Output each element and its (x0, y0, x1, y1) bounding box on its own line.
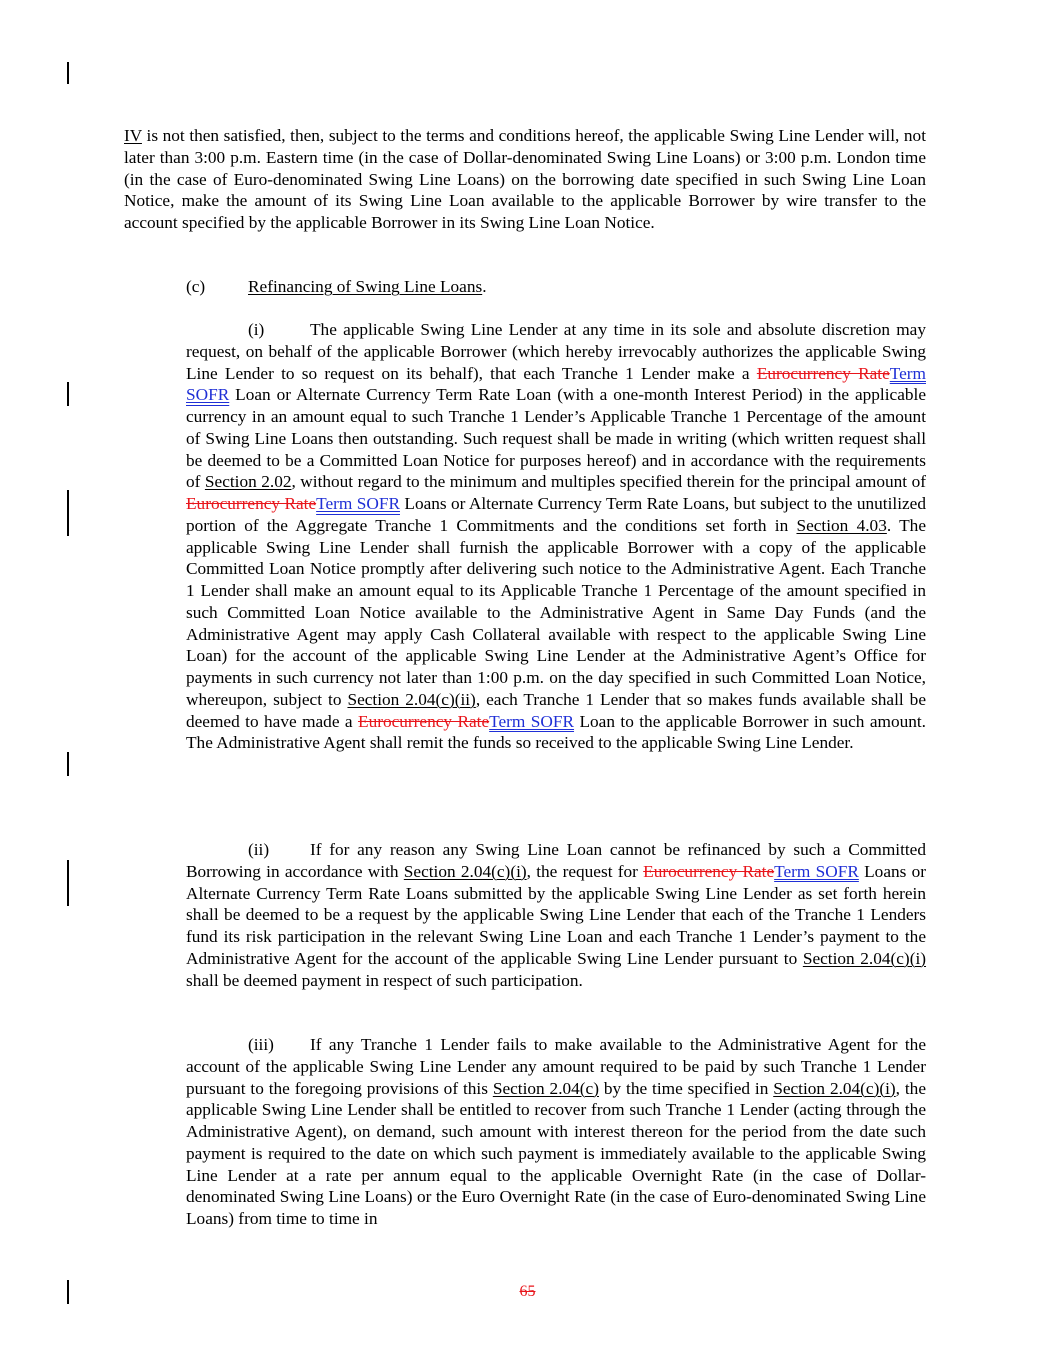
subparagraph-i (186, 319, 926, 754)
paragraph-text: Loans or Alternate Currency Term Rate Loans submitted by the applicable Swing Line Lender as set forth herein shall be deemed to be a request by the applicable Swing Line Lender that each of the Tranche 1 Lenders fund its risk participation in the relevant Swing Line Loan and each Tranche 1 Lender’s payment to the Administrative Agent for the account of the applicable Swing Line Lender pursuant to (186, 861, 927, 968)
deleted-text: Eurocurrency Rate (756, 363, 890, 383)
change-bar (67, 860, 69, 906)
paragraph-text: The applicable Swing Line Lender at any time in its sole and absolute discretion may request, on behalf of the applicable Borrower (which hereby irrevocably authorizes the applicable Swing Line Lender to so request on its behalf), that each Tranche 1 Lender make a (186, 320, 926, 383)
paragraph-text: , the request for (526, 861, 644, 881)
subparagraph-ii (186, 839, 926, 991)
paragraph-text: shall be deemed payment in respect of such participation. (186, 970, 583, 990)
section-heading (186, 276, 487, 298)
cross-reference: Section 2.04(c) (492, 1078, 599, 1098)
heading-title: Refinancing of Swing Line Loans (248, 277, 483, 296)
change-bar (67, 382, 69, 406)
heading-number: (c) (186, 277, 206, 296)
paragraph-text: , each Tranche 1 Lender that so makes funds available shall be deemed to have made a (186, 689, 926, 731)
change-bar (67, 490, 69, 536)
cross-reference: Section 2.04(c)(i) (403, 861, 527, 881)
inserted-text: Term SOFR (316, 494, 400, 513)
subparagraph-number: (ii) (248, 840, 270, 859)
paragraph-text: If for any reason any Swing Line Loan cannot be refinanced by such a Committed Borrowing in accordance with (186, 840, 926, 881)
inserted-text: Term SOFR (489, 711, 575, 731)
paragraph-text: Loans or Alternate Currency Term Rate Loans, but subject to the unutilized portion of the Aggregate Tranche 1 Commitments and the conditions set forth in (186, 494, 926, 535)
paragraph-text: . The applicable Swing Line Lender shall furnish the applicable Borrower with a copy of the applicable Committed Loan Notice promptly after delivering such notice to the Administrative Agent. Each Tranche 1 Lender shall make an amount equal to its Applicable Tranche 1 Percentage of the amount specified in such Committed Loan Notice available to the Administrative Agent in Same Day Funds (and the Administrative Agent may apply Cash Collateral available with respect to the applicable Swing Line Loan) for the account of the applicable Swing Line Lender at the Administrative Agent’s Office for payments in such currency not later than 1:00 p.m. on the day specified in such Committed Loan Notice, whereupon, subject to (186, 515, 926, 709)
subparagraph-iii (186, 1034, 926, 1230)
paragraph-text: , the applicable Swing Line Lender shall be entitled to recover from such Tranche 1 Lender (acting through the Administrative Agent), on demand, such amount with interest thereon for the period from the date such payment is required to the date on which such payment is immediately available to the applicable Swing Line Lender at a rate per annum equal to the applicable Overnight Rate (in the case of Dollar- denominated Swing Line Loans) or the Euro Overnight Rate (in the case of Euro-denominated Swing Line Loans) from time to time in (186, 1078, 926, 1228)
cross-reference: IV (124, 126, 142, 145)
paragraph-text: by the time specified in (598, 1078, 774, 1098)
inserted-text: Term SOFR (774, 861, 859, 881)
inserted-text: Term SOFR (186, 363, 926, 405)
subparagraph-number: (iii) (248, 1035, 274, 1054)
change-bar (67, 752, 69, 776)
paragraph-text: Loan to the applicable Borrower in such amount. The Administrative Agent shall remit the funds so received to the applicable Swing Line Lender. (186, 711, 926, 753)
paragraph-text: Loan or Alternate Currency Term Rate Loan (with a one-month Interest Period) in the applicable currency in an amount equal to such Tranche 1 Lender’s Applicable Tranche 1 Percentage of the amount of Swing Line Loans then outstanding. Such request shall be made in writing (which written request shall be deemed to be a Committed Loan Notice for purposes hereof) and in accordance with the requirements of (186, 385, 926, 492)
deleted-text: Eurocurrency Rate (358, 711, 490, 731)
change-bar (67, 62, 69, 84)
paragraph-text: is not then satisfied, then, subject to the terms and conditions hereof, the applicable Swing Line Lender will, not later than 3:00 p.m. Eastern time (in the case of Dollar-denominated Swing Line Loans) or 3:00 p.m. London time (in the case of Euro-denominated Swing Line Loans) on the borrowing date specified in such Swing Line Loan Notice, make the amount of its Swing Line Loan available to the applicable Borrower by wire transfer to the account specified by the applicable Borrower in its Swing Line Loan Notice. (124, 126, 926, 232)
cross-reference: Section 2.04(c)(i) (802, 948, 927, 968)
heading-suffix: . (482, 277, 487, 296)
page-number-text: 65 (519, 1283, 536, 1300)
paragraph-text: , without regard to the minimum and multiples specified therein for the principal amount of (291, 472, 926, 492)
cross-reference: Section 2.04(c)(i) (773, 1078, 896, 1098)
subparagraph-number: (i) (248, 320, 265, 339)
cross-reference: Section 4.03 (796, 515, 887, 535)
deleted-text: Eurocurrency Rate (643, 861, 775, 881)
cross-reference: Section 2.04(c)(ii) (347, 689, 476, 709)
cross-reference: Section 2.02 (204, 472, 292, 492)
paragraph-continuation (124, 125, 926, 234)
deleted-text: Eurocurrency Rate (186, 494, 317, 513)
page-number (0, 1283, 1055, 1301)
paragraph-text: If any Tranche 1 Lender fails to make available to the Administrative Agent for the account of the applicable Swing Line Lender any amount required to be paid by such Tranche 1 Lender pursuant to the foregoing provisions of this (186, 1035, 926, 1098)
